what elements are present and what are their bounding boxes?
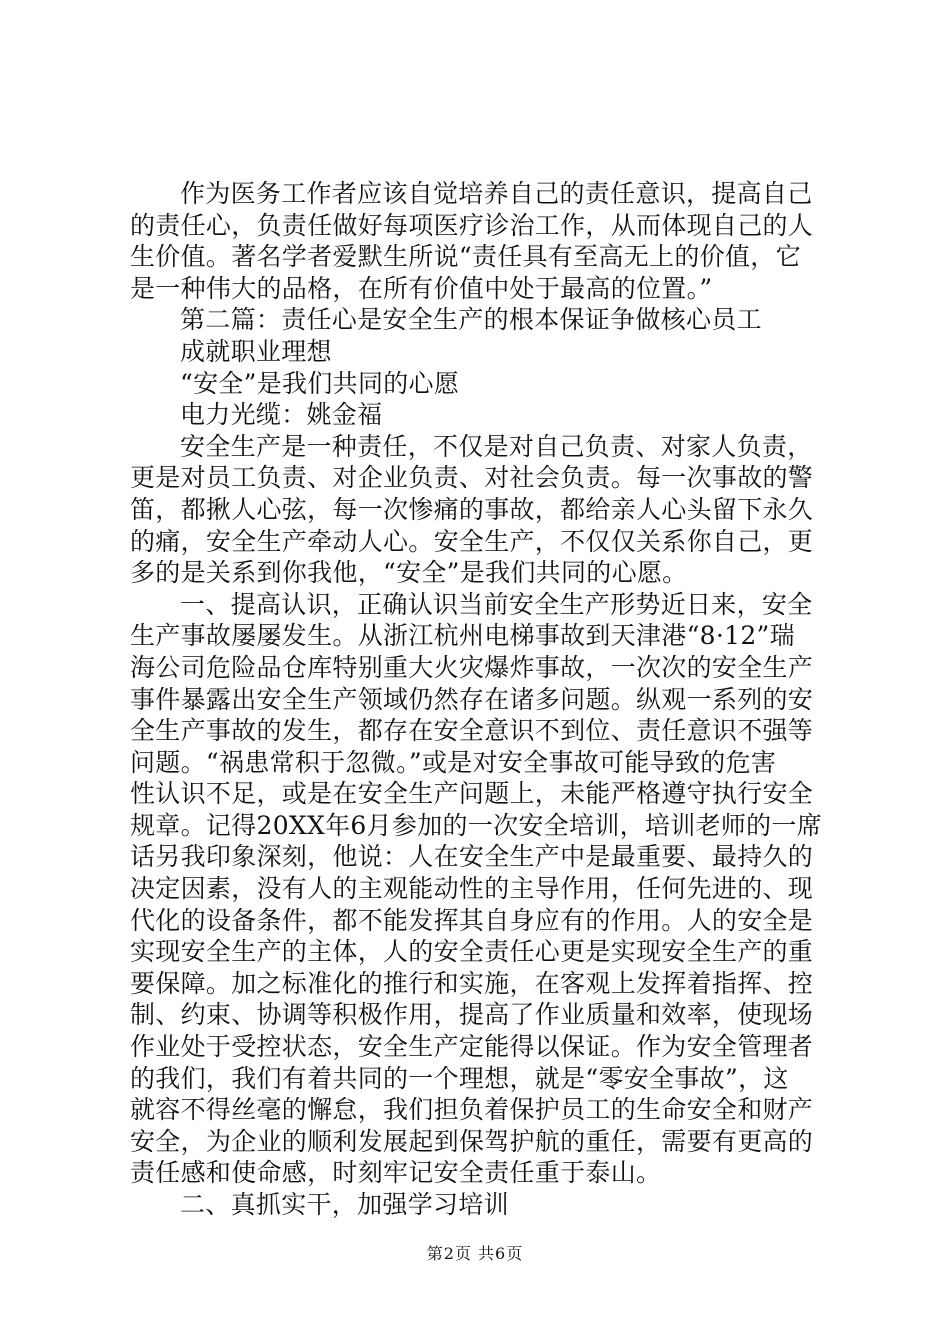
paragraph-line: 实现安全生产的主体，人的安全责任心更是实现安全生产的重 bbox=[130, 937, 814, 967]
paragraph-line: 作为医务工作者应该自觉培养自己的责任意识，提高自己 bbox=[180, 179, 813, 208]
article-title: “安全”是我们共同的心愿 bbox=[180, 368, 460, 398]
paragraph-line: 的痛，安全生产牵动人心。安全生产，不仅仅关系你自己，更 bbox=[130, 526, 814, 556]
paragraph-line: 代化的设备条件，都不能发挥其自身应有的作用。人的安全是 bbox=[130, 905, 814, 935]
paragraph-line: 责任感和使命感，时刻牢记安全责任重于泰山。 bbox=[130, 1158, 662, 1188]
paragraph-line: 就容不得丝毫的懈怠，我们担负着保护员工的生命安全和财产 bbox=[130, 1095, 814, 1125]
paragraph-line: 问题。“祸患常积于忽微。”或是对安全事故可能导致的危害 bbox=[130, 747, 777, 777]
page-number: 第2页 共6页 bbox=[426, 1244, 524, 1263]
paragraph-line: 安全生产是一种责任，不仅是对自己负责、对家人负责， bbox=[180, 431, 813, 461]
paragraph-line: 海公司危险品仓库特别重大火灾爆炸事故，一次次的安全生产 bbox=[130, 652, 814, 682]
paragraph-line: 笛，都揪人心弦，每一次惨痛的事故，都给亲人心头留下永久 bbox=[130, 494, 814, 524]
paragraph-line: 多的是关系到你我他，“安全”是我们共同的心愿。 bbox=[130, 558, 688, 588]
paragraph-line: 规章。记得20XX年6月参加的一次安全培训，培训老师的一席 bbox=[130, 810, 823, 840]
paragraph-line: 生产事故屡屡发生。从浙江杭州电梯事故到天津港“8·12”瑞 bbox=[130, 621, 795, 651]
article-author: 电力光缆：姚金福 bbox=[180, 400, 383, 430]
paragraph-line: 一、提高认识，正确认识当前安全生产形势近日来，安全 bbox=[180, 589, 813, 619]
paragraph-line: 生价值。著名学者爱默生所说“责任具有至高无上的价值，它 bbox=[130, 242, 801, 272]
section-heading: 二、真抓实干，加强学习培训 bbox=[180, 1190, 509, 1219]
document-body bbox=[130, 178, 830, 1221]
paragraph-line: 的我们，我们有着共同的一个理想，就是“零安全事故”，这 bbox=[130, 1063, 789, 1093]
paragraph-line: 更是对员工负责、对企业负责、对社会负责。每一次事故的警 bbox=[130, 463, 814, 493]
paragraph-line: 性认识不足，或是在安全生产问题上，未能严格遵守执行安全 bbox=[130, 779, 814, 809]
paragraph-line: 全生产事故的发生，都存在安全意识不到位、责任意识不强等 bbox=[130, 716, 814, 746]
paragraph-line: 要保障。加之标准化的推行和实施，在客观上发挥着指挥、控 bbox=[130, 968, 814, 998]
paragraph-line: 决定因素，没有人的主观能动性的主导作用，任何先进的、现 bbox=[130, 874, 814, 904]
section-heading: 第二篇：责任心是安全生产的根本保证争做核心员工 bbox=[180, 305, 762, 335]
paragraph-line: 安全，为企业的顺利发展起到保驾护航的重任，需要有更高的 bbox=[130, 1126, 814, 1156]
paragraph-line: 制、约束、协调等积极作用，提高了作业质量和效率，使现场 bbox=[130, 1000, 814, 1030]
paragraph-line: 事件暴露出安全生产领域仍然存在诸多问题。纵观一系列的安 bbox=[130, 684, 814, 714]
paragraph-line: 的责任心，负责任做好每项医疗诊治工作，从而体现自己的人 bbox=[130, 210, 814, 240]
paragraph-line: 话另我印象深刻，他说：人在安全生产中是最重要、最持久的 bbox=[130, 842, 814, 872]
paragraph-line: 是一种伟大的品格，在所有价值中处于最高的位置。” bbox=[130, 273, 713, 303]
section-heading: 成就职业理想 bbox=[180, 336, 332, 366]
paragraph-line: 作业处于受控状态，安全生产定能得以保证。作为安全管理者 bbox=[130, 1032, 814, 1062]
